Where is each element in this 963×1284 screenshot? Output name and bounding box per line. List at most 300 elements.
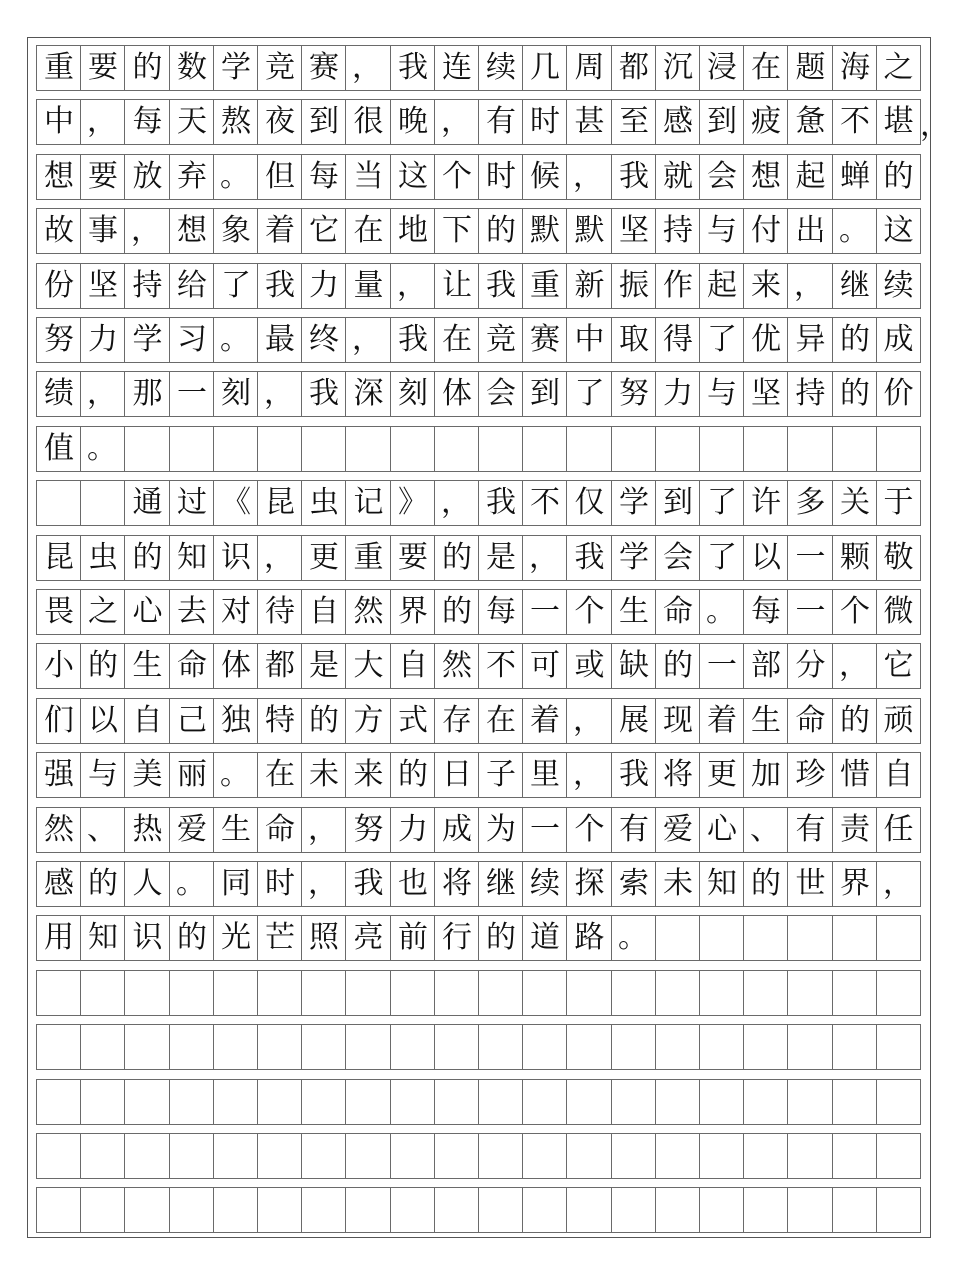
grid-cell: 过 [169, 480, 214, 526]
grid-cell: 或 [566, 643, 612, 689]
grid-row [36, 970, 921, 1016]
grid-row [36, 45, 921, 91]
grid-cell: 。 [213, 154, 258, 200]
grid-cell: 力 [301, 263, 346, 309]
grid-cell: 珍 [787, 752, 833, 798]
empty-grid-cell [876, 970, 921, 1016]
grid-cell: 有 [611, 807, 656, 853]
empty-grid-cell [566, 1079, 612, 1125]
grid-cell: 颗 [832, 535, 877, 581]
grid-cell: 世 [787, 861, 833, 907]
grid-cell: 浸 [699, 45, 744, 91]
grid-row [36, 861, 921, 907]
grid-cell: 蝉 [832, 154, 877, 200]
grid-cell: 份 [36, 263, 81, 309]
grid-cell: 同 [213, 861, 258, 907]
grid-cell: 深 [345, 371, 391, 417]
grid-cell: 一 [169, 371, 214, 417]
empty-grid-cell [390, 1079, 435, 1125]
grid-cell: 独 [213, 698, 258, 744]
empty-grid-cell [655, 1133, 700, 1179]
empty-grid-cell [257, 426, 302, 472]
grid-cell: 存 [434, 698, 479, 744]
grid-cell: 照 [301, 915, 346, 961]
grid-cell: 自 [390, 643, 435, 689]
grid-cell: 的 [124, 535, 170, 581]
grid-cell: 在 [434, 317, 479, 363]
grid-cell: 然 [36, 807, 81, 853]
grid-cell: 惫 [787, 99, 833, 145]
grid-cell: 关 [832, 480, 877, 526]
empty-grid-cell [345, 426, 391, 472]
grid-cell: 用 [36, 915, 81, 961]
grid-cell: 与 [699, 208, 744, 254]
empty-grid-cell [699, 1187, 744, 1233]
grid-cell: 每 [301, 154, 346, 200]
grid-cell: 自 [124, 698, 170, 744]
grid-cell: 最 [257, 317, 302, 363]
grid-cell: 至 [611, 99, 656, 145]
empty-grid-cell [169, 1024, 214, 1070]
grid-cell: 日 [434, 752, 479, 798]
grid-cell: 都 [611, 45, 656, 91]
grid-cell: 的 [80, 861, 125, 907]
grid-cell: 中 [36, 99, 81, 145]
grid-cell: 更 [301, 535, 346, 581]
grid-cell: 加 [743, 752, 788, 798]
empty-grid-cell [257, 1024, 302, 1070]
empty-grid-cell [169, 970, 214, 1016]
grid-cell: 方 [345, 698, 391, 744]
grid-cell: 的 [655, 643, 700, 689]
empty-grid-cell [478, 1133, 523, 1179]
grid-cell: 成 [876, 317, 921, 363]
grid-cell: 畏 [36, 589, 81, 635]
grid-cell: ， [257, 371, 302, 417]
empty-grid-cell [522, 970, 567, 1016]
grid-cell: 生 [611, 589, 656, 635]
grid-cell: 对 [213, 589, 258, 635]
grid-row [36, 1024, 921, 1070]
grid-cell: ， [80, 99, 125, 145]
empty-grid-cell [611, 1079, 656, 1125]
grid-cell: 识 [213, 535, 258, 581]
empty-grid-cell [124, 1133, 170, 1179]
empty-grid-cell [434, 1024, 479, 1070]
empty-grid-cell [301, 426, 346, 472]
grid-cell: 之 [876, 45, 921, 91]
grid-cell: 事 [80, 208, 125, 254]
grid-cell: 夜 [257, 99, 302, 145]
grid-cell: 的 [169, 915, 214, 961]
grid-cell: 要 [80, 45, 125, 91]
grid-cell: 我 [611, 154, 656, 200]
empty-grid-cell [876, 1079, 921, 1125]
empty-grid-cell [169, 426, 214, 472]
grid-cell: 一 [699, 643, 744, 689]
grid-cell: 可 [522, 643, 567, 689]
grid-cell: 顽 [876, 698, 921, 744]
grid-cell: 我 [301, 371, 346, 417]
empty-grid-cell [169, 1187, 214, 1233]
empty-grid-cell [434, 970, 479, 1016]
grid-cell: 虫 [80, 535, 125, 581]
empty-grid-cell [390, 970, 435, 1016]
grid-cell: 竞 [478, 317, 523, 363]
grid-cell: 通 [124, 480, 170, 526]
empty-grid-cell [301, 970, 346, 1016]
grid-cell: 但 [257, 154, 302, 200]
grid-cell: 知 [169, 535, 214, 581]
grid-cell: 缺 [611, 643, 656, 689]
empty-grid-cell [566, 1187, 612, 1233]
grid-cell: 》 [390, 480, 435, 526]
grid-cell: 我 [390, 317, 435, 363]
grid-cell: 路 [566, 915, 612, 961]
grid-cell: 甚 [566, 99, 612, 145]
grid-cell: 弃 [169, 154, 214, 200]
grid-cell: 会 [699, 154, 744, 200]
empty-grid-cell [787, 1187, 833, 1233]
empty-grid-cell [36, 1024, 81, 1070]
empty-grid-cell [655, 1079, 700, 1125]
grid-cell: 就 [655, 154, 700, 200]
grid-cell: 到 [699, 99, 744, 145]
grid-cell: 价 [876, 371, 921, 417]
grid-cell: 微 [876, 589, 921, 635]
grid-cell: ， [566, 154, 612, 200]
grid-cell: 默 [566, 208, 612, 254]
grid-cell: 熬 [213, 99, 258, 145]
grid-cell: 要 [80, 154, 125, 200]
grid-cell: 现 [655, 698, 700, 744]
grid-cell: 重 [36, 45, 81, 91]
grid-cell: 任 [876, 807, 921, 853]
grid-cell: 命 [169, 643, 214, 689]
empty-grid-cell [124, 426, 170, 472]
empty-grid-cell [787, 1079, 833, 1125]
empty-grid-cell [699, 426, 744, 472]
grid-cell: 在 [257, 752, 302, 798]
empty-grid-cell [787, 1024, 833, 1070]
empty-grid-cell [876, 1133, 921, 1179]
grid-cell: 个 [566, 807, 612, 853]
grid-cell: 周 [566, 45, 612, 91]
empty-grid-cell [213, 970, 258, 1016]
empty-grid-cell [787, 915, 833, 961]
grid-cell: 起 [699, 263, 744, 309]
grid-cell: 学 [124, 317, 170, 363]
grid-cell: 沉 [655, 45, 700, 91]
grid-cell: 的 [478, 915, 523, 961]
grid-row [36, 263, 921, 309]
empty-grid-cell [655, 1187, 700, 1233]
grid-cell: 着 [257, 208, 302, 254]
empty-grid-cell [832, 970, 877, 1016]
grid-cell: 给 [169, 263, 214, 309]
grid-cell: 子 [478, 752, 523, 798]
grid-cell: 体 [213, 643, 258, 689]
grid-cell: 《 [213, 480, 258, 526]
grid-cell: 强 [36, 752, 81, 798]
empty-grid-cell [213, 1133, 258, 1179]
grid-cell: 命 [787, 698, 833, 744]
empty-grid-cell [80, 480, 125, 526]
grid-row [36, 317, 921, 363]
empty-grid-cell [743, 1079, 788, 1125]
grid-cell: 学 [611, 535, 656, 581]
empty-grid-cell [169, 1133, 214, 1179]
grid-cell: 美 [124, 752, 170, 798]
empty-grid-cell [434, 1133, 479, 1179]
empty-grid-cell [390, 1024, 435, 1070]
grid-cell: 爱 [169, 807, 214, 853]
grid-cell: 在 [345, 208, 391, 254]
grid-cell: 这 [390, 154, 435, 200]
empty-grid-cell [434, 1187, 479, 1233]
empty-grid-cell [478, 1187, 523, 1233]
grid-cell: 天 [169, 99, 214, 145]
grid-cell: 亮 [345, 915, 391, 961]
grid-cell: 坚 [80, 263, 125, 309]
grid-cell: 了 [699, 535, 744, 581]
grid-cell: 的 [434, 535, 479, 581]
grid-cell: 那 [124, 371, 170, 417]
grid-cell: 很 [345, 99, 391, 145]
empty-grid-cell [213, 426, 258, 472]
grid-row [36, 154, 921, 200]
grid-cell: 分 [787, 643, 833, 689]
grid-cell: 不 [832, 99, 877, 145]
grid-cell: 疲 [743, 99, 788, 145]
grid-cell: ， [522, 535, 567, 581]
grid-cell: 。 [213, 752, 258, 798]
empty-grid-cell [478, 1024, 523, 1070]
empty-grid-cell [522, 426, 567, 472]
empty-grid-cell [876, 1024, 921, 1070]
grid-cell: ， [566, 752, 612, 798]
grid-cell: 许 [743, 480, 788, 526]
empty-grid-cell [124, 1079, 170, 1125]
grid-cell: 得 [655, 317, 700, 363]
grid-cell: 努 [345, 807, 391, 853]
empty-grid-cell [36, 970, 81, 1016]
empty-grid-cell [390, 1133, 435, 1179]
grid-cell: 丽 [169, 752, 214, 798]
grid-cell: 每 [124, 99, 170, 145]
empty-grid-cell [832, 1079, 877, 1125]
grid-cell: 每 [478, 589, 523, 635]
grid-cell: 生 [213, 807, 258, 853]
empty-grid-cell [611, 970, 656, 1016]
grid-cell: 到 [655, 480, 700, 526]
grid-cell: ， [832, 643, 877, 689]
grid-cell: 的 [832, 371, 877, 417]
grid-cell: 几 [522, 45, 567, 91]
grid-cell: 续 [478, 45, 523, 91]
empty-grid-cell [213, 1079, 258, 1125]
grid-cell: 感 [36, 861, 81, 907]
grid-cell: 未 [301, 752, 346, 798]
grid-cell: 刻 [213, 371, 258, 417]
grid-cell: 了 [699, 317, 744, 363]
grid-cell: 敬 [876, 535, 921, 581]
grid-cell: 成 [434, 807, 479, 853]
grid-cell: 量 [345, 263, 391, 309]
grid-cell: 题 [787, 45, 833, 91]
grid-cell: 的 [876, 154, 921, 200]
grid-cell: 都 [257, 643, 302, 689]
grid-cell: 在 [743, 45, 788, 91]
grid-cell: 知 [80, 915, 125, 961]
grid-row [36, 426, 921, 472]
empty-grid-cell [832, 1024, 877, 1070]
empty-grid-cell [699, 1133, 744, 1179]
grid-cell: 索 [611, 861, 656, 907]
empty-grid-cell [566, 1024, 612, 1070]
grid-cell: 式 [390, 698, 435, 744]
grid-cell: 起 [787, 154, 833, 200]
grid-cell: 生 [743, 698, 788, 744]
grid-row [36, 807, 921, 853]
grid-cell: 中 [566, 317, 612, 363]
empty-grid-cell [36, 480, 81, 526]
grid-cell: 以 [743, 535, 788, 581]
grid-cell: 默 [522, 208, 567, 254]
grid-cell: 虫 [301, 480, 346, 526]
empty-grid-cell [80, 1079, 125, 1125]
empty-grid-cell [611, 1187, 656, 1233]
grid-cell: 赛 [522, 317, 567, 363]
grid-cell: 来 [743, 263, 788, 309]
empty-grid-cell [699, 970, 744, 1016]
grid-cell: 时 [478, 154, 523, 200]
grid-cell: 努 [611, 371, 656, 417]
grid-cell: 界 [390, 589, 435, 635]
grid-cell: 力 [390, 807, 435, 853]
grid-cell: 多 [787, 480, 833, 526]
grid-cell: 人 [124, 861, 170, 907]
grid-cell: 爱 [655, 807, 700, 853]
grid-cell: ， [345, 45, 391, 91]
grid-cell: 知 [699, 861, 744, 907]
grid-cell: 终 [301, 317, 346, 363]
grid-cell: 心 [124, 589, 170, 635]
grid-cell: 不 [478, 643, 523, 689]
grid-cell: 是 [301, 643, 346, 689]
grid-cell: ， [787, 263, 833, 309]
grid-cell: 象 [213, 208, 258, 254]
grid-cell: 部 [743, 643, 788, 689]
empty-grid-cell [80, 1133, 125, 1179]
grid-cell: 来 [345, 752, 391, 798]
grid-cell: 习 [169, 317, 214, 363]
grid-cell: 。 [699, 589, 744, 635]
grid-cell: 为 [478, 807, 523, 853]
empty-grid-cell [301, 1024, 346, 1070]
grid-cell: 坚 [743, 371, 788, 417]
empty-grid-cell [522, 1133, 567, 1179]
grid-cell: 持 [787, 371, 833, 417]
empty-grid-cell [301, 1133, 346, 1179]
grid-row [36, 535, 921, 581]
grid-cell: 持 [655, 208, 700, 254]
grid-cell: 个 [566, 589, 612, 635]
grid-row [36, 1187, 921, 1233]
grid-cell: 我 [390, 45, 435, 91]
grid-cell: ， [566, 698, 612, 744]
empty-grid-cell [80, 1187, 125, 1233]
empty-grid-cell [124, 970, 170, 1016]
grid-row [36, 915, 921, 961]
grid-cell: 继 [832, 263, 877, 309]
empty-grid-cell [124, 1187, 170, 1233]
empty-grid-cell [655, 970, 700, 1016]
grid-cell: 不 [522, 480, 567, 526]
grid-cell: 将 [434, 861, 479, 907]
grid-cell: 振 [611, 263, 656, 309]
grid-cell: 然 [345, 589, 391, 635]
grid-cell: 、 [743, 807, 788, 853]
empty-grid-cell [301, 1079, 346, 1125]
grid-cell: 值 [36, 426, 81, 472]
grid-cell: 续 [876, 263, 921, 309]
grid-cell: 们 [36, 698, 81, 744]
grid-cell: 我 [345, 861, 391, 907]
grid-cell: 有 [478, 99, 523, 145]
grid-cell: 竞 [257, 45, 302, 91]
grid-cell: 有 [787, 807, 833, 853]
grid-cell: 未 [655, 861, 700, 907]
grid-cell: 更 [699, 752, 744, 798]
grid-cell: 续 [522, 861, 567, 907]
empty-grid-cell [566, 1133, 612, 1179]
grid-cell: 。 [80, 426, 125, 472]
grid-cell: 候 [522, 154, 567, 200]
grid-row [36, 589, 921, 635]
empty-grid-cell [301, 1187, 346, 1233]
empty-grid-cell [434, 1079, 479, 1125]
grid-cell: 自 [301, 589, 346, 635]
empty-grid-cell [743, 915, 788, 961]
empty-grid-cell [522, 1079, 567, 1125]
grid-cell: 到 [522, 371, 567, 417]
empty-grid-cell [80, 970, 125, 1016]
empty-grid-cell [743, 970, 788, 1016]
grid-cell: 的 [743, 861, 788, 907]
empty-grid-cell [566, 970, 612, 1016]
grid-cell: 会 [655, 535, 700, 581]
empty-grid-cell [522, 1187, 567, 1233]
empty-grid-cell [257, 1079, 302, 1125]
grid-cell: 道 [522, 915, 567, 961]
empty-grid-cell [611, 426, 656, 472]
grid-cell: 了 [699, 480, 744, 526]
grid-cell: 赛 [301, 45, 346, 91]
grid-cell: 于 [876, 480, 921, 526]
empty-grid-cell [787, 970, 833, 1016]
grid-cell: 当 [345, 154, 391, 200]
grid-cell: 识 [124, 915, 170, 961]
grid-cell: 一 [522, 589, 567, 635]
empty-grid-cell [832, 915, 877, 961]
grid-row [36, 752, 921, 798]
empty-grid-cell [832, 1187, 877, 1233]
empty-grid-cell [743, 1024, 788, 1070]
grid-cell: 重 [345, 535, 391, 581]
grid-cell: 然 [434, 643, 479, 689]
grid-cell: 责 [832, 807, 877, 853]
